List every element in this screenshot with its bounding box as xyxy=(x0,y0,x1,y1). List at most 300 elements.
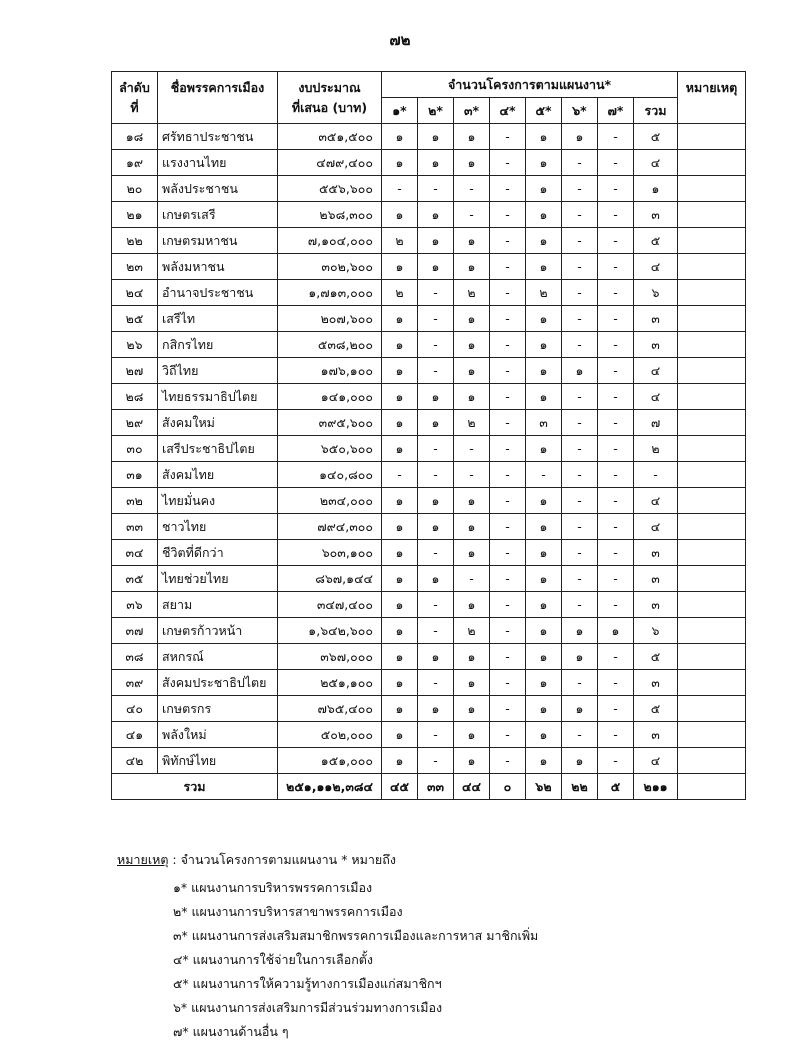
budget-value: ๗๖๕,๔๐๐ xyxy=(278,696,382,722)
budget-value: ๓๕๑,๕๐๐ xyxy=(278,124,382,150)
plan-count-cell: - xyxy=(562,332,598,358)
party-name: สยาม xyxy=(158,592,278,618)
row-number: ๓๙ xyxy=(112,670,158,696)
plan-count-cell: ๑ xyxy=(418,644,454,670)
plan-count-cell: - xyxy=(562,566,598,592)
plan-count-cell: ๑ xyxy=(562,124,598,150)
party-name: ไทยช่วยไทย xyxy=(158,566,278,592)
table-row xyxy=(112,566,746,592)
plan-count-cell: ๑ xyxy=(562,696,598,722)
remark-cell xyxy=(678,618,746,644)
plan-count-cell: ๒ xyxy=(526,280,562,306)
remark-cell xyxy=(678,410,746,436)
plan-count-cell: - xyxy=(418,436,454,462)
total-plan-cell: ๓๓ xyxy=(418,774,454,800)
plan-count-cell: - xyxy=(490,358,526,384)
row-number: ๒๙ xyxy=(112,410,158,436)
plan-count-cell: - xyxy=(418,540,454,566)
plan-total-cell: ๓ xyxy=(634,332,678,358)
plan-count-cell: ๒ xyxy=(454,280,490,306)
plan-total-cell: ๔ xyxy=(634,150,678,176)
plan-count-cell: - xyxy=(490,670,526,696)
plan-total-cell: ๓ xyxy=(634,722,678,748)
plan-count-cell: - xyxy=(418,462,454,488)
plan-total-cell: ๓ xyxy=(634,566,678,592)
party-name: ไทยธรรมาธิปไตย xyxy=(158,384,278,410)
plan-count-cell: - xyxy=(418,618,454,644)
plan-count-cell: - xyxy=(562,254,598,280)
row-number: ๒๗ xyxy=(112,358,158,384)
plan-total-cell: ๒ xyxy=(634,436,678,462)
table-row xyxy=(112,644,746,670)
plan-count-cell: ๑ xyxy=(418,150,454,176)
plan-count-cell: - xyxy=(562,202,598,228)
plan-count-cell: - xyxy=(598,592,634,618)
plan-count-cell: - xyxy=(490,202,526,228)
budget-value: ๒๖๘,๓๐๐ xyxy=(278,202,382,228)
plan-count-cell: - xyxy=(418,358,454,384)
row-number: ๒๒ xyxy=(112,228,158,254)
table-row xyxy=(112,280,746,306)
plan-count-cell: ๑ xyxy=(382,150,418,176)
remark-cell xyxy=(678,696,746,722)
plan-count-cell: - xyxy=(598,514,634,540)
plan-total-cell: ๓ xyxy=(634,306,678,332)
table-row xyxy=(112,696,746,722)
plan-count-cell: - xyxy=(454,436,490,462)
row-number: ๓๒ xyxy=(112,488,158,514)
plan-total-cell: ๔ xyxy=(634,358,678,384)
plan-count-cell: ๑ xyxy=(454,150,490,176)
plan-count-cell: - xyxy=(454,202,490,228)
plan-count-cell: - xyxy=(418,722,454,748)
plan-count-cell: - xyxy=(490,150,526,176)
row-number: ๔๑ xyxy=(112,722,158,748)
plan-count-cell: - xyxy=(598,332,634,358)
plan-count-cell: ๑ xyxy=(454,670,490,696)
plan-count-cell: ๑ xyxy=(526,514,562,540)
plan-count-cell: - xyxy=(382,176,418,202)
row-number: ๒๖ xyxy=(112,332,158,358)
plan-count-cell: ๑ xyxy=(562,748,598,774)
plan-count-cell: - xyxy=(418,748,454,774)
party-name: แรงงานไทย xyxy=(158,150,278,176)
plan-count-cell: ๓ xyxy=(526,410,562,436)
budget-value: ๔๗๙,๔๐๐ xyxy=(278,150,382,176)
budget-value: ๖๐๓,๑๐๐ xyxy=(278,540,382,566)
page-number: ๗๒ xyxy=(389,31,411,49)
plan-count-cell: ๑ xyxy=(382,124,418,150)
plan-count-cell: - xyxy=(490,280,526,306)
header-plan-5: ๕* xyxy=(526,98,562,124)
table-row xyxy=(112,254,746,280)
plan-count-cell: ๑ xyxy=(382,566,418,592)
table-row xyxy=(112,410,746,436)
plan-count-cell: ๑ xyxy=(454,228,490,254)
party-name: ไทยมั่นคง xyxy=(158,488,278,514)
plan-count-cell: - xyxy=(382,462,418,488)
party-name: วิถีไทย xyxy=(158,358,278,384)
plan-count-cell: - xyxy=(598,280,634,306)
remark-cell xyxy=(678,332,746,358)
table-row xyxy=(112,462,746,488)
plan-count-cell: ๑ xyxy=(418,410,454,436)
plan-count-cell: - xyxy=(598,670,634,696)
plan-count-cell: - xyxy=(490,332,526,358)
party-name: พลังประชาชน xyxy=(158,176,278,202)
plan-count-cell: ๑ xyxy=(526,124,562,150)
plan-count-cell: ๑ xyxy=(454,644,490,670)
plan-count-cell: ๑ xyxy=(382,254,418,280)
plan-count-cell: ๑ xyxy=(526,566,562,592)
party-budget-table xyxy=(111,71,746,800)
plan-count-cell: ๑ xyxy=(454,592,490,618)
plan-count-cell: ๑ xyxy=(526,540,562,566)
row-number: ๓๑ xyxy=(112,462,158,488)
plan-count-cell: ๑ xyxy=(526,488,562,514)
row-number: ๑๘ xyxy=(112,124,158,150)
party-name: ชีวิตที่ดีกว่า xyxy=(158,540,278,566)
budget-value: ๗,๑๐๔,๐๐๐ xyxy=(278,228,382,254)
remark-cell xyxy=(678,644,746,670)
note-item: ๗* แผนงานด้านอื่น ๆ xyxy=(173,1024,289,1039)
plan-count-cell: - xyxy=(454,462,490,488)
plan-total-cell: ๔ xyxy=(634,254,678,280)
note-item: ๕* แผนงานการให้ความรู้ทางการเมืองแก่สมาชิกฯ xyxy=(173,976,442,991)
plan-count-cell: ๑ xyxy=(382,748,418,774)
budget-value: ๑๗๖,๑๐๐ xyxy=(278,358,382,384)
plan-count-cell: - xyxy=(490,384,526,410)
plan-total-cell: - xyxy=(634,462,678,488)
plan-count-cell: - xyxy=(418,280,454,306)
table-row xyxy=(112,150,746,176)
header-plan-2: ๒* xyxy=(418,98,454,124)
plan-count-cell: ๑ xyxy=(526,644,562,670)
remark-cell xyxy=(678,514,746,540)
plan-count-cell: ๑ xyxy=(382,722,418,748)
party-name: เกษตรมหาชน xyxy=(158,228,278,254)
remark-cell xyxy=(678,670,746,696)
plan-count-cell: - xyxy=(562,436,598,462)
budget-value: ๓๖๗,๐๐๐ xyxy=(278,644,382,670)
plan-count-cell: - xyxy=(490,696,526,722)
plan-count-cell: - xyxy=(598,540,634,566)
plan-count-cell: - xyxy=(598,124,634,150)
plan-count-cell: ๑ xyxy=(418,228,454,254)
plan-count-cell: ๑ xyxy=(382,696,418,722)
table-row xyxy=(112,670,746,696)
plan-total-cell: ๖ xyxy=(634,618,678,644)
budget-value: ๓๔๗,๔๐๐ xyxy=(278,592,382,618)
plan-count-cell: ๑ xyxy=(454,488,490,514)
plan-count-cell: - xyxy=(490,540,526,566)
plan-count-cell: - xyxy=(490,618,526,644)
plan-count-cell: ๑ xyxy=(418,514,454,540)
budget-value: ๕๐๒,๐๐๐ xyxy=(278,722,382,748)
plan-count-cell: ๑ xyxy=(382,410,418,436)
table-row xyxy=(112,540,746,566)
plan-total-cell: ๕ xyxy=(634,124,678,150)
plan-count-cell: - xyxy=(418,670,454,696)
plan-count-cell: - xyxy=(490,124,526,150)
plan-count-cell: ๑ xyxy=(526,436,562,462)
plan-count-cell: - xyxy=(562,306,598,332)
plan-total-cell: ๓ xyxy=(634,202,678,228)
row-number: ๓๐ xyxy=(112,436,158,462)
plan-total-cell: ๕ xyxy=(634,696,678,722)
plan-count-cell: - xyxy=(598,410,634,436)
plan-count-cell: ๑ xyxy=(382,488,418,514)
plan-count-cell: ๑ xyxy=(562,358,598,384)
plan-count-cell: ๑ xyxy=(454,514,490,540)
party-name: เกษตรก้าวหน้า xyxy=(158,618,278,644)
plan-count-cell: ๑ xyxy=(454,540,490,566)
notes-title: หมายเหตุ : จำนวนโครงการตามแผนงาน * หมายถึง xyxy=(117,852,396,867)
remark-cell xyxy=(678,306,746,332)
plan-total-cell: ๓ xyxy=(634,540,678,566)
plan-count-cell: - xyxy=(562,176,598,202)
plan-count-cell: ๒ xyxy=(382,228,418,254)
plan-count-cell: ๑ xyxy=(382,332,418,358)
remark-cell xyxy=(678,436,746,462)
table-row xyxy=(112,592,746,618)
total-budget: ๒๕๑,๑๑๒,๓๘๔ xyxy=(278,774,382,800)
party-name: สหกรณ์ xyxy=(158,644,278,670)
remark-cell xyxy=(678,566,746,592)
total-plan-cell: ๐ xyxy=(490,774,526,800)
plan-count-cell: ๑ xyxy=(418,202,454,228)
table-row xyxy=(112,384,746,410)
party-name: สังคมไทย xyxy=(158,462,278,488)
plan-count-cell: ๑ xyxy=(382,436,418,462)
plan-count-cell: ๑ xyxy=(526,176,562,202)
table-row xyxy=(112,488,746,514)
plan-count-cell: - xyxy=(598,176,634,202)
header-plan-8: รวม xyxy=(634,98,678,124)
plan-count-cell: - xyxy=(562,280,598,306)
plan-count-cell: ๑ xyxy=(418,124,454,150)
total-row xyxy=(112,774,746,800)
plan-count-cell: - xyxy=(490,306,526,332)
plan-count-cell: - xyxy=(490,410,526,436)
notes-section xyxy=(117,850,539,1039)
plan-count-cell: ๑ xyxy=(526,722,562,748)
remark-cell xyxy=(678,202,746,228)
header-plan-1: ๑* xyxy=(382,98,418,124)
table-row xyxy=(112,618,746,644)
plan-total-cell: ๑ xyxy=(634,176,678,202)
header-party: ชื่อพรรคการเมือง xyxy=(158,72,278,124)
plan-count-cell: - xyxy=(490,254,526,280)
plan-count-cell: ๑ xyxy=(382,592,418,618)
plan-count-cell: ๑ xyxy=(382,644,418,670)
row-number: ๒๘ xyxy=(112,384,158,410)
total-label: รวม xyxy=(112,774,278,800)
plan-count-cell: ๑ xyxy=(454,254,490,280)
party-name: เกษตรเสรี xyxy=(158,202,278,228)
plan-count-cell: ๑ xyxy=(526,254,562,280)
plan-count-cell: - xyxy=(562,514,598,540)
plan-count-cell: - xyxy=(562,384,598,410)
row-number: ๒๕ xyxy=(112,306,158,332)
plan-count-cell: - xyxy=(418,176,454,202)
plan-count-cell: ๑ xyxy=(562,644,598,670)
remark-cell xyxy=(678,228,746,254)
plan-count-cell: - xyxy=(598,358,634,384)
plan-count-cell: ๑ xyxy=(526,384,562,410)
party-name: ชาวไทย xyxy=(158,514,278,540)
plan-count-cell: - xyxy=(490,228,526,254)
total-plan-cell: ๒๑๑ xyxy=(634,774,678,800)
plan-count-cell: - xyxy=(490,722,526,748)
remark-cell xyxy=(678,176,746,202)
row-number: ๒๑ xyxy=(112,202,158,228)
plan-count-cell: ๑ xyxy=(526,618,562,644)
plan-count-cell: ๑ xyxy=(418,566,454,592)
plan-count-cell: - xyxy=(598,462,634,488)
plan-total-cell: ๖ xyxy=(634,280,678,306)
budget-value: ๑,๖๔๒,๖๐๐ xyxy=(278,618,382,644)
row-number: ๔๐ xyxy=(112,696,158,722)
plan-count-cell: ๑ xyxy=(454,722,490,748)
plan-count-cell: ๒ xyxy=(382,280,418,306)
table-row xyxy=(112,436,746,462)
header-plan-7: ๗* xyxy=(598,98,634,124)
row-number: ๓๗ xyxy=(112,618,158,644)
plan-total-cell: ๕ xyxy=(634,644,678,670)
plan-count-cell: - xyxy=(418,332,454,358)
plan-count-cell: ๑ xyxy=(382,514,418,540)
plan-total-cell: ๔ xyxy=(634,488,678,514)
budget-value: ๑๔๐,๘๐๐ xyxy=(278,462,382,488)
party-name: พิทักษ์ไทย xyxy=(158,748,278,774)
budget-value: ๓๐๒,๖๐๐ xyxy=(278,254,382,280)
plan-count-cell: - xyxy=(454,566,490,592)
plan-count-cell: ๑ xyxy=(598,618,634,644)
plan-total-cell: ๕ xyxy=(634,228,678,254)
plan-count-cell: ๑ xyxy=(526,150,562,176)
plan-count-cell: - xyxy=(562,670,598,696)
plan-count-cell: - xyxy=(490,436,526,462)
plan-count-cell: ๑ xyxy=(562,618,598,644)
note-item: ๖* แผนงานการส่งเสริมการมีส่วนร่วมทางการเมือง xyxy=(173,1000,443,1015)
table-row xyxy=(112,124,746,150)
remark-cell xyxy=(678,124,746,150)
remark-cell xyxy=(678,384,746,410)
plan-count-cell: ๑ xyxy=(454,358,490,384)
remark-cell xyxy=(678,254,746,280)
row-number: ๒๓ xyxy=(112,254,158,280)
table-row xyxy=(112,228,746,254)
plan-count-cell: - xyxy=(598,228,634,254)
plan-count-cell: ๒ xyxy=(454,618,490,644)
plan-count-cell: ๑ xyxy=(454,696,490,722)
plan-count-cell: ๑ xyxy=(382,540,418,566)
plan-count-cell: - xyxy=(562,410,598,436)
plan-count-cell: ๑ xyxy=(526,306,562,332)
header-remark: หมายเหตุ xyxy=(678,72,746,124)
budget-value: ๓๙๕,๖๐๐ xyxy=(278,410,382,436)
plan-count-cell: - xyxy=(562,150,598,176)
plan-count-cell: ๑ xyxy=(526,202,562,228)
plan-count-cell: ๒ xyxy=(454,410,490,436)
plan-count-cell: ๑ xyxy=(382,306,418,332)
table-row xyxy=(112,176,746,202)
row-number: ๓๕ xyxy=(112,566,158,592)
plan-count-cell: ๑ xyxy=(382,384,418,410)
plan-count-cell: ๑ xyxy=(454,306,490,332)
party-name: พลังมหาชน xyxy=(158,254,278,280)
plan-count-cell: - xyxy=(562,592,598,618)
budget-value: ๕๕๖,๖๐๐ xyxy=(278,176,382,202)
plan-count-cell: ๑ xyxy=(382,618,418,644)
plan-count-cell: - xyxy=(490,592,526,618)
row-number: ๓๖ xyxy=(112,592,158,618)
plan-count-cell: - xyxy=(562,540,598,566)
plan-count-cell: ๑ xyxy=(526,228,562,254)
table-row xyxy=(112,722,746,748)
total-plan-cell: ๔๕ xyxy=(382,774,418,800)
remark-cell xyxy=(678,280,746,306)
total-plan-cell: ๕ xyxy=(598,774,634,800)
party-name: กสิกรไทย xyxy=(158,332,278,358)
party-name: สังคมประชาธิปไตย xyxy=(158,670,278,696)
note-item: ๒* แผนงานการบริหารสาขาพรรคการเมือง xyxy=(173,904,403,919)
plan-count-cell: - xyxy=(490,462,526,488)
remark-cell xyxy=(678,150,746,176)
plan-count-cell: ๑ xyxy=(382,358,418,384)
budget-value: ๒๓๔,๐๐๐ xyxy=(278,488,382,514)
header-budget: งบประมาณ ที่เสนอ (บาท) xyxy=(278,72,382,124)
row-number: ๔๒ xyxy=(112,748,158,774)
plan-count-cell: - xyxy=(490,644,526,670)
party-name: ศรัทธาประชาชน xyxy=(158,124,278,150)
plan-count-cell: ๑ xyxy=(382,202,418,228)
plan-count-cell: - xyxy=(598,306,634,332)
plan-count-cell: - xyxy=(598,644,634,670)
plan-count-cell: - xyxy=(562,488,598,514)
party-name: อำนาจประชาชน xyxy=(158,280,278,306)
plan-count-cell: - xyxy=(562,462,598,488)
table-row xyxy=(112,748,746,774)
party-name: เสรีไท xyxy=(158,306,278,332)
row-number: ๒๐ xyxy=(112,176,158,202)
plan-count-cell: - xyxy=(598,150,634,176)
plan-total-cell: ๓ xyxy=(634,592,678,618)
party-name: พลังใหม่ xyxy=(158,722,278,748)
plan-total-cell: ๔ xyxy=(634,384,678,410)
plan-count-cell: ๑ xyxy=(454,748,490,774)
plan-count-cell: ๑ xyxy=(526,358,562,384)
plan-count-cell: - xyxy=(598,722,634,748)
plan-count-cell: - xyxy=(526,462,562,488)
table-row xyxy=(112,358,746,384)
row-number: ๓๔ xyxy=(112,540,158,566)
plan-count-cell: ๑ xyxy=(454,384,490,410)
budget-value: ๑๕๑,๐๐๐ xyxy=(278,748,382,774)
plan-total-cell: ๔ xyxy=(634,748,678,774)
plan-count-cell: - xyxy=(418,592,454,618)
total-remark-cell xyxy=(678,774,746,800)
plan-count-cell: - xyxy=(490,748,526,774)
table-row xyxy=(112,332,746,358)
plan-total-cell: ๔ xyxy=(634,514,678,540)
plan-count-cell: - xyxy=(490,566,526,592)
remark-cell xyxy=(678,462,746,488)
plan-count-cell: ๑ xyxy=(418,254,454,280)
budget-value: ๑,๗๑๓,๐๐๐ xyxy=(278,280,382,306)
budget-value: ๒๕๑,๑๐๐ xyxy=(278,670,382,696)
